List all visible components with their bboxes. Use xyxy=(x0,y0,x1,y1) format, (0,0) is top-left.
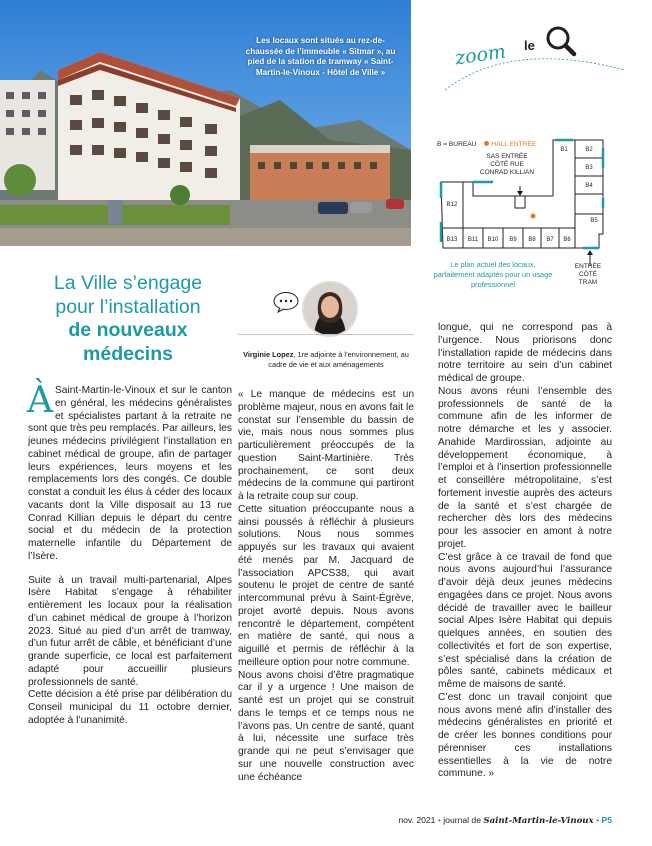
interviewee-name: Virginie Lopez xyxy=(243,350,294,359)
col3-paragraph-3: C’est grâce à ce travail de fond que nous avons aujourd’hui l’assurance d’avoir déjà deux jeunes médecins engagées dans ce projet. Nous avons décidé de travailler avec le bailleur social Alpes Isère Habitat qui depuis quelques années, en soutien des collectivités et fort de son expertise, s’est spécialisé dans la création de pôles santé, cabinets médicaux et même de maisons de santé. xyxy=(438,551,612,690)
page-number: P5 xyxy=(601,815,612,825)
col2-paragraph-2: Cette situation préoccupante nous a ainsi poussés à réfléchir à plusieurs solutions. Nous nous sommes appuyés sur les travaux qui avaient été menés par M. Jacquard de l’association APCS38, qui avait soutenu le projet de centre de santé intercommunal prévu à Saint-Égrève, projet avorté depuis. Nous avons rencontré le département, compétent en matière de santé, qui nous a aiguillé et permis de réfléchir à la meilleure option pour notre commune. xyxy=(238,503,414,668)
page-footer xyxy=(375,815,612,826)
footer-bullet-icon: • xyxy=(596,815,600,825)
room-b7: B7 xyxy=(546,237,554,243)
footer-date: nov. 2021 xyxy=(398,815,436,825)
room-b4: B4 xyxy=(585,183,593,189)
floor-plan xyxy=(433,138,609,278)
speech-bubble-icon xyxy=(272,291,300,313)
plan-caption: Le plan actuel des locaux, parfaitement adaptés pour un usage professionnel xyxy=(433,260,553,289)
footer-bullet-icon: • xyxy=(437,815,441,825)
sas-label: SAS ENTRÉE CÔTÉ RUE CONRAD KILLIAN xyxy=(479,153,535,176)
room-b1: B1 xyxy=(560,147,568,153)
headline-line-2: pour l’installation xyxy=(55,295,201,318)
room-b3: B3 xyxy=(585,165,593,171)
footer-journal-prefix: journal de xyxy=(443,815,481,825)
col3-paragraph-4: C’est donc un travail conjoint que nous avons mené afin d’installer des médecins généralistes en priorité et de créer les bonnes conditions pour pérenniser ces installations essentielles à la vie de notre commune. » xyxy=(438,691,612,780)
interviewee xyxy=(238,350,414,369)
footer-journal-name: Saint-Martin-le-Vinoux xyxy=(483,816,594,826)
legend-hall: HALL ENTRÉE xyxy=(491,141,537,148)
col2-paragraph-1: « Le manque de médecins est un problème majeur, nous en avons fait le constat sur l’ensemble du bassin de vie, mais nous nous sommes plus particulièrement préoccupés de la question Saint-Martinière. Très prochainement, ce sont deux médecins de la commune qui partiront à la retraite coup sur coup. xyxy=(238,389,414,502)
col3-paragraph-2: Nous avons réuni l’ensemble des professionnels de santé de la commune afin de les informer de notre démarche et les y associer. Anahide Mardirossian, adjointe au développement économique, à l’emploi et à l’insertion professionnelle et conseillère métropolitaine, s’est fortement investie auprès des acteurs de la santé et s’est chargée de rechercher dès lors des médecins pour les associer en amont à notre projet. xyxy=(438,385,612,550)
room-b9: B9 xyxy=(509,237,517,243)
entree-tram-label: ENTRÉE CÔTÉ TRAM xyxy=(574,263,602,286)
headline-line-3: de nouveaux xyxy=(68,319,188,341)
zoom-word: zoom xyxy=(453,40,508,70)
interviewee-role: , 1re adjointe à l’environnement, au cadre de vie et aux aménagements xyxy=(268,350,409,369)
photo-caption: Les locaux sont situés au rez-de-chaussée de l’immeuble « Sitmar », au pied de la station de tramway « Saint-Martin-le-Vinoux - Hôtel de Ville » xyxy=(245,36,396,77)
room-b6: B6 xyxy=(563,237,571,243)
room-b10: B10 xyxy=(487,237,499,243)
col1-paragraph-2: Suite à un travail multi-partenarial, Alpes Isère Habitat s’engage à réhabiliter entièrement les locaux pour la réalisation d’un cabinet médical de groupe à l’horizon 2023. Situé au pied d’un arrêt de tramway, d’un futur arrêt de câble, et bénéficiant d’une grande superficie, ce local est parfaitement adapté pour accueillir plusieurs professionnels de santé. xyxy=(28,574,232,688)
room-b11: B11 xyxy=(467,237,479,243)
headline-line-1: La Ville s’engage xyxy=(53,272,203,294)
room-b8: B8 xyxy=(528,237,536,243)
column-1 xyxy=(27,380,232,728)
col1-paragraph-3: Cette décision a été prise par délibération du Conseil municipal du 11 octobre dernier, adoptée à l’unanimité. xyxy=(28,689,232,726)
room-b12: B12 xyxy=(446,202,458,208)
column-2 xyxy=(238,389,414,784)
portrait-illustration xyxy=(304,283,356,335)
interview-divider xyxy=(238,334,414,335)
col3-paragraph-1: longue, qui ne correspond pas à l’urgence. Nous priorisons donc l’installation rapide de médecins dans notre territoire au sein d’un cabinet médical de groupe. xyxy=(438,322,612,384)
column-3 xyxy=(438,322,612,781)
col1-paragraph-1: Saint-Martin-le-Vinoux et sur le canton en général, les médecins généralistes et spécialistes partant à la retraite ne sont que très peu remplacés. Par ailleurs, les jeunes médecins privilégient l’installation en cabinet médical de groupe, afin de partager leurs expériences, leurs moyens et les remplacements lors des congés. Ce double constat a conduit les élus à céder des locaux vacants dont la Ville disposait au 13 rue Conrad Killian depuis le départ du centre social et du médecin de la protection maternelle infantile du Département de l’Isère. xyxy=(28,385,232,562)
article-headline xyxy=(28,272,228,366)
room-b2: B2 xyxy=(585,147,593,153)
magnifier-icon xyxy=(541,22,583,64)
zoom-decorative-arc xyxy=(440,30,630,110)
drop-cap: À xyxy=(27,380,53,421)
room-b5: B5 xyxy=(590,218,598,224)
legend-bureau: B = BUREAU xyxy=(437,141,477,148)
col2-paragraph-3: Nous avons choisi d’être pragmatique car il y a urgence ! Une maison de santé est un projet qui se construit dans le temps et ce temps nous ne l’avons pas. Un centre de santé, quant à lui, nécessite une surface très grande qui ne peut s’envisager que sur une nouvelle construction avec une échéance xyxy=(238,669,414,783)
room-b13: B13 xyxy=(446,237,458,243)
avatar xyxy=(302,281,358,337)
headline-line-4: médecins xyxy=(83,342,173,365)
zoom-le: le xyxy=(524,38,535,53)
